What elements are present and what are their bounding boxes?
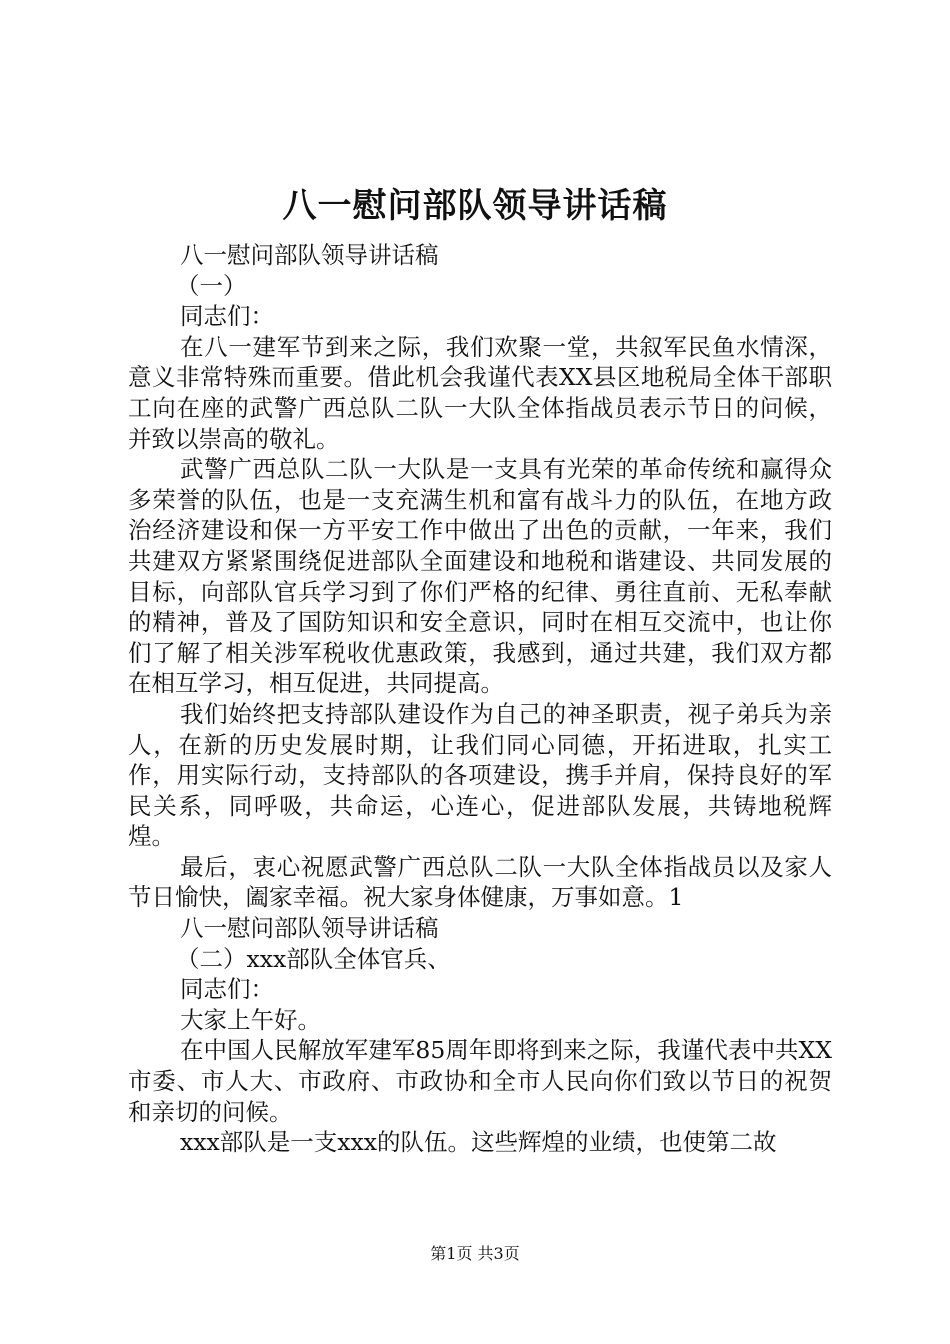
body-paragraph: 在八一建军节到来之际，我们欢聚一堂，共叙军民鱼水情深，意义非常特殊而重要。借此机会我谨代表XX县区地税局全体干部职工向在座的武警广西总队二队一大队全体指战员表示节日的问候，并致以崇高的敬礼。 bbox=[128, 332, 832, 453]
closing-paragraph: 最后，衷心祝愿武警广西总队二队一大队全体指战员以及家人节日愉快，阖家幸福。祝大家身体健康，万事如意。1 bbox=[128, 852, 832, 912]
document-body bbox=[128, 240, 832, 1158]
body-paragraph: xxx部队是一支xxx的队伍。这些辉煌的业绩，也使第二故 bbox=[180, 1128, 777, 1157]
salutation-paragraph: 同志们： bbox=[180, 975, 274, 1004]
body-paragraph: 在中国人民解放军建军85周年即将到来之际，我谨代表中共XX市委、市人大、市政府、市政协和全市人民向你们致以节日的祝贺和亲切的问候。 bbox=[128, 1036, 832, 1126]
subtitle-paragraph: 八一慰问部队领导讲话稿 bbox=[180, 914, 439, 943]
document-title: 八一慰问部队领导讲话稿 bbox=[282, 186, 668, 226]
section-marker-paragraph: （一） bbox=[176, 271, 247, 300]
salutation-paragraph: 同志们： bbox=[180, 302, 274, 331]
section-marker-paragraph: （二）xxx部队全体官兵、 bbox=[176, 944, 451, 973]
page-footer: 第1页 共3页 bbox=[430, 1244, 520, 1263]
greeting-paragraph: 大家上午好。 bbox=[180, 1005, 321, 1034]
body-paragraph: 我们始终把支持部队建设作为自己的神圣职责，视子弟兵为亲人，在新的历史发展时期，让我们同心同德，开拓进取，扎实工作，用实际行动，支持部队的各项建设，携手并肩，保持良好的军民关系，同呼吸，共命运，心连心，促进部队发展，共铸地税辉煌。 bbox=[128, 699, 832, 851]
body-paragraph: 武警广西总队二队一大队是一支具有光荣的革命传统和赢得众多荣誉的队伍，也是一支充满生机和富有战斗力的队伍，在地方政治经济建设和保一方平安工作中做出了出色的贡献，一年来，我们共建双方紧紧围绕促进部队全面建设和地税和谐建设、共同发展的目标，向部队官兵学习到了你们严格的纪律、勇往直前、无私奉献的精神，普及了国防知识和安全意识，同时在相互交流中，也让你们了解了相关涉军税收优惠政策，我感到，通过共建，我们双方都在相互学习，相互促进，共同提高。 bbox=[128, 455, 832, 698]
subtitle-paragraph: 八一慰问部队领导讲话稿 bbox=[180, 241, 439, 269]
